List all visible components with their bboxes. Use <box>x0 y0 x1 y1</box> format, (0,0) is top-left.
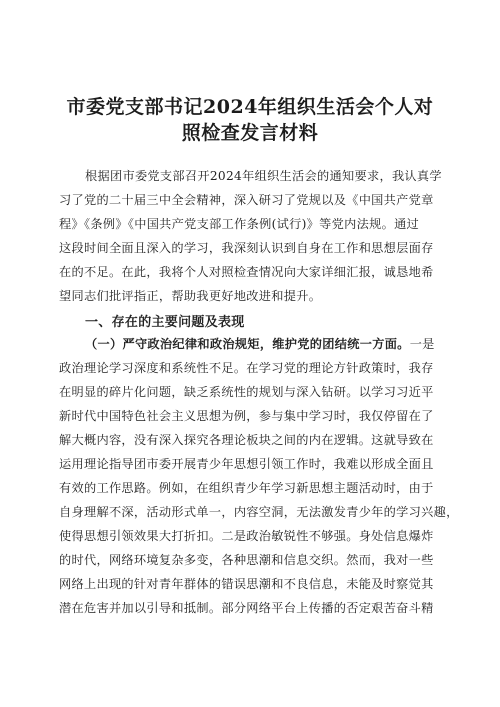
document-title-line-1: 市委党支部书记2024年组织生活会个人对 <box>66 96 434 118</box>
body-paragraph-line: 有效的工作思路。例如，在组织青少年学习新思想主题活动时，由于 <box>59 481 434 495</box>
body-paragraph-line: 运用理论指导团市委开展青少年思想引领工作时，我难以形成全面且 <box>59 457 434 471</box>
intro-paragraph-line: 习了党的二十届三中全会精神，深入研习了党规以及《中国共产党章 <box>59 193 434 207</box>
body-paragraph-line: 解大概内容，没有深入探究各理论板块之间的内在逻辑。这就导致在 <box>59 433 434 447</box>
section-heading-problems: 一、存在的主要问题及表现 <box>85 315 245 330</box>
body-paragraph-line: 网络上出现的针对青年群体的错误思潮和不良信息，未能及时察觉其 <box>59 577 434 591</box>
body-paragraph-line: 政治理论学习深度和系统性不足。在学习党的理论方针政策时，我存 <box>59 361 434 375</box>
intro-paragraph-line: 望同志们批评指正，帮助我更好地改进和提升。 <box>59 289 322 303</box>
body-paragraph-line: 使得思想引领效果大打折扣。二是政治敏锐性不够强。身处信息爆炸 <box>59 529 434 543</box>
document-title-line-2: 照检查发言材料 <box>181 122 319 144</box>
body-paragraph-line: 在明显的碎片化问题，缺乏系统性的规划与深入钻研。以学习习近平 <box>59 385 434 399</box>
body-paragraph-line: 新时代中国特色社会主义思想为例，参与集中学习时，我仅停留在了 <box>59 409 434 423</box>
intro-paragraph-line: 这段时间全面且深入的学习，我深刻认识到自身在工作和思想层面存 <box>59 241 434 255</box>
subsection-heading-bold: （一）严守政治纪律和政治规矩，维护党的团结统一方面。 <box>85 337 410 351</box>
body-paragraph-line: 的时代，网络环境复杂多变，各种思潮和信息交织。然而，我对一些 <box>59 553 434 567</box>
intro-paragraph-line: 根据团市委党支部召开2024年组织生活会的通知要求，我认真学 <box>85 169 442 183</box>
intro-paragraph-line: 程》《条例》《中国共产党支部工作条例(试行)》等党内法规。通过 <box>59 217 420 231</box>
subsection-heading-tail: 一是 <box>409 337 435 351</box>
body-paragraph-line: 潜在危害并加以引导和抵制。部分网络平台上传播的否定艰苦奋斗精 <box>59 601 434 615</box>
subsection-heading-line <box>85 335 459 353</box>
intro-paragraph-line: 在的不足。在此，我将个人对照检查情况向大家详细汇报，诚恳地希 <box>59 265 434 279</box>
body-paragraph-line: 自身理解不深，活动形式单一，内容空洞，无法激发青少年的学习兴趣， <box>59 505 459 519</box>
